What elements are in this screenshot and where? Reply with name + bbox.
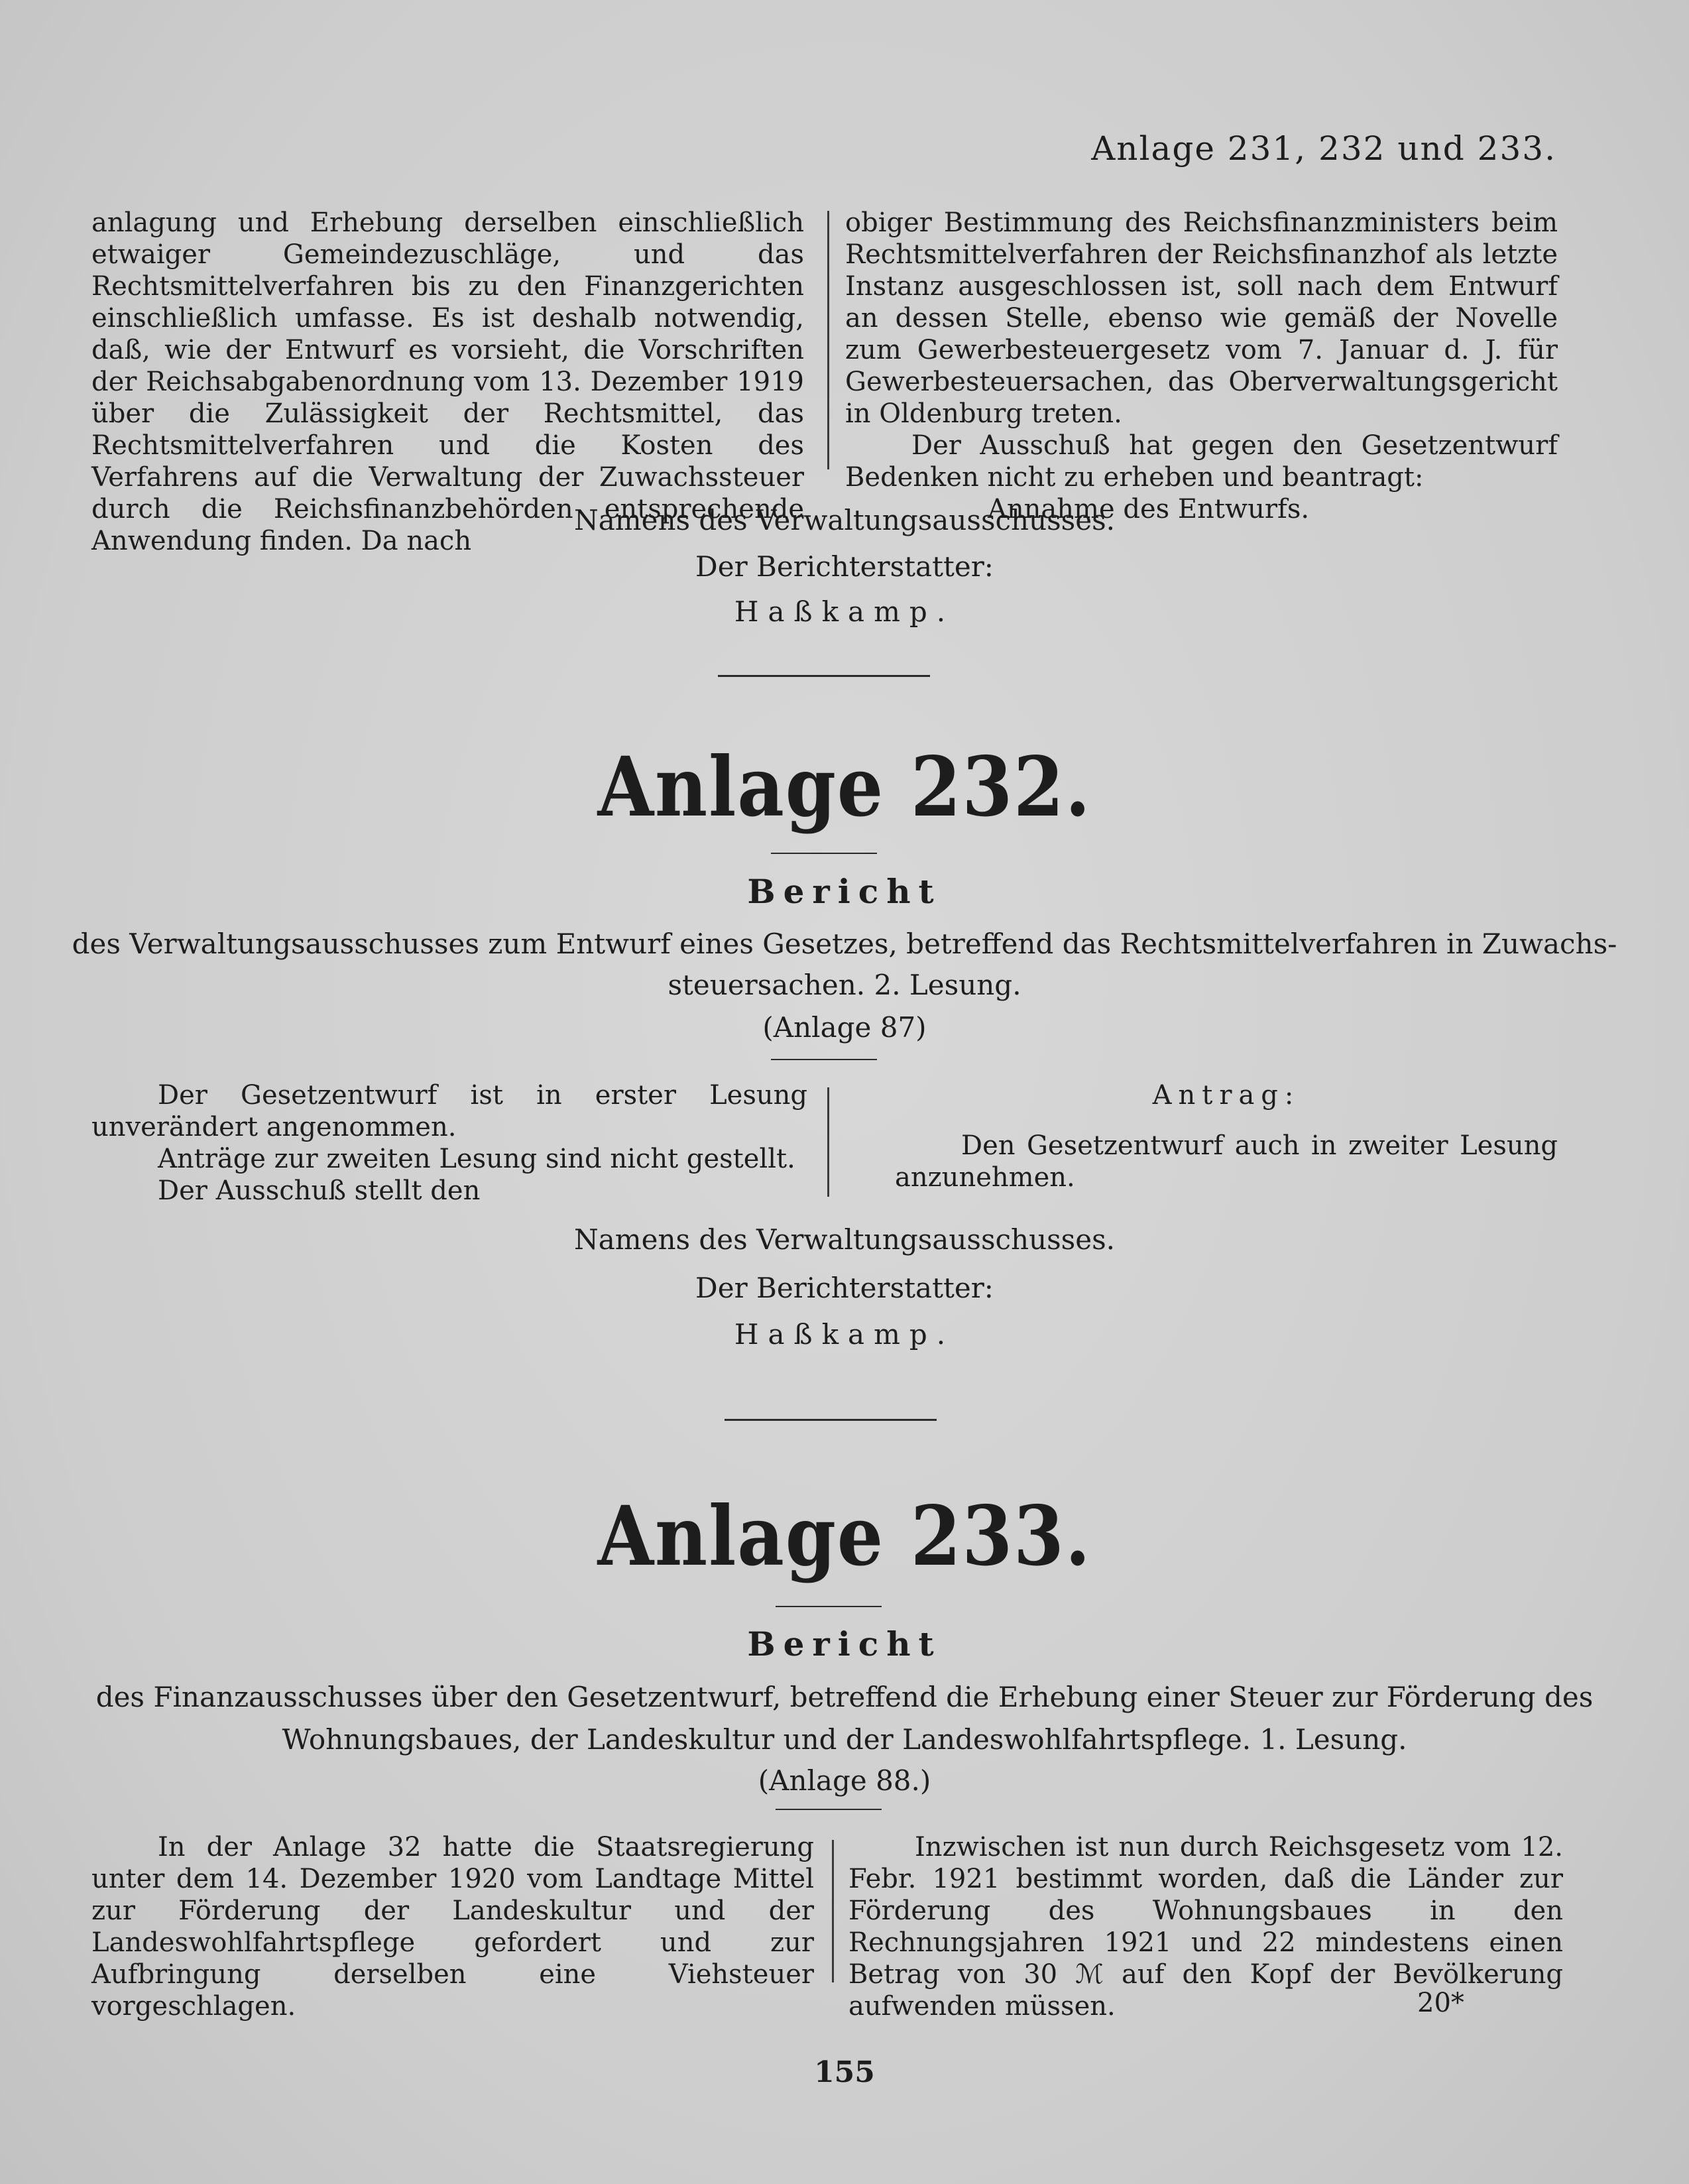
anlage233-left-column bbox=[91, 1831, 814, 2022]
anlage232-sig-role: Der Berichterstatter: bbox=[695, 1272, 994, 1304]
anlage231-sig-role: Der Berichterstatter: bbox=[695, 550, 994, 583]
running-head: Anlage 231, 232 und 233. bbox=[1091, 129, 1556, 168]
section-separator bbox=[718, 675, 930, 677]
anlage233-subtitle-1: des Finanzausschusses über den Gesetzentwurf, betreffend die Erhebung einer Steuer zur Förderung des bbox=[95, 1681, 1594, 1713]
anlage233-reference: (Anlage 88.) bbox=[758, 1764, 931, 1797]
anlage231-sig-name: Haßkamp. bbox=[734, 595, 955, 628]
anlage233-right-text: Inzwischen ist nun durch Reichsgesetz vom 12. Febr. 1921 bestimmt worden, daß die Länder zur Förderung des Wohnungsbaues in den Rechnungsjahren 1921 und 22 mindestens einen Betrag von 30 ℳ auf den Kopf der Bevölkerung aufwenden müssen. bbox=[848, 1832, 1563, 2022]
anlage232-left-text-2: Anträge zur zweiten Lesung sind nicht gestellt. bbox=[158, 1144, 795, 1174]
anlage233-subtitle-2: Wohnungsbaues, der Landeskultur und der Landeswohlfahrtspflege. 1. Lesung. bbox=[282, 1723, 1407, 1756]
title-rule bbox=[771, 853, 877, 854]
anlage233-heading: Bericht bbox=[747, 1624, 942, 1664]
section-separator bbox=[725, 1419, 937, 1421]
column-divider bbox=[827, 211, 829, 469]
anlage232-left-text-1: Der Gesetzentwurf ist in erster Lesung unverändert angenommen. bbox=[91, 1080, 807, 1142]
anlage231-left-text: anlagung und Erhebung derselben einschließlich etwaiger Gemeindezuschläge, und das Rechtsmittelverfahren bis zu den Finanzgerichten einschließlich umfasse. Es ist deshalb notwendig, daß, wie der Entwurf es vorsieht, die Vorschriften der Reichsabgabenordnung vom 13. Dezember 1919 über die Zulässigkeit der Rechtsmittel, das Rechtsmittelverfahren und die Kosten des Verfahrens auf die Verwaltung der Zuwachssteuer durch die Reichsfinanzbehörden entsprechende Anwendung finden. Da nach bbox=[91, 208, 804, 556]
anlage231-right-text-2: Der Ausschuß hat gegen den Gesetzentwurf Bedenken nicht zu erheben und beantragt: bbox=[845, 430, 1558, 493]
anlage232-antrag-text: Den Gesetzentwurf auch in zweiter Lesung anzunehmen. bbox=[895, 1130, 1558, 1193]
anlage233-left-text: In der Anlage 32 hatte die Staatsregierung unter dem 14. Dezember 1920 vom Landtage Mittel zur Förderung der Landeskultur und der Landeswohlfahrtspflege gefordert und zur Aufbringung derselben eine Viehsteuer vorgeschlagen. bbox=[91, 1832, 814, 2022]
column-divider bbox=[827, 1087, 829, 1197]
anlage232-subtitle-1: des Verwaltungsausschusses zum Entwurf eines Gesetzes, betreffend das Rechtsmittelverfahren in Zuwachs- bbox=[72, 928, 1617, 960]
anlage233-title: Anlage 233. bbox=[597, 1488, 1092, 1585]
anlage232-subtitle-2: steuersachen. 2. Lesung. bbox=[668, 969, 1021, 1001]
anlage232-sig-committee: Namens des Verwaltungsausschusses. bbox=[573, 1223, 1115, 1256]
anlage232-title: Anlage 232. bbox=[597, 739, 1092, 835]
anlage232-reference: (Anlage 87) bbox=[762, 1011, 927, 1044]
signature-mark: 20* bbox=[1417, 1988, 1464, 2018]
anlage232-left-text-3: Der Ausschuß stellt den bbox=[158, 1176, 481, 1206]
anlage232-left-column bbox=[91, 1079, 807, 1207]
anlage232-antrag-heading: Antrag: bbox=[1152, 1080, 1301, 1111]
anlage232-sig-name: Haßkamp. bbox=[734, 1318, 955, 1351]
anlage231-sig-committee: Namens des Verwaltungsausschusses. bbox=[573, 504, 1115, 536]
anlage232-heading: Bericht bbox=[747, 872, 942, 911]
subtitle-rule bbox=[776, 1809, 882, 1810]
column-divider bbox=[832, 1840, 834, 1982]
anlage232-right-column bbox=[895, 1079, 1558, 1193]
anlage231-right-text-1: obiger Bestimmung des Reichsfinanzministers beim Rechtsmittelverfahren der Reichsfinanzhof als letzte Instanz ausgeschlossen ist, soll nach dem Entwurf an dessen Stelle, ebenso wie gemäß der Novelle zum Gewerbesteuergesetz vom 7. Januar d. J. für Gewerbesteuersachen, das Oberverwaltungsgericht in Oldenburg treten. bbox=[845, 208, 1558, 429]
title-rule bbox=[776, 1606, 882, 1607]
subtitle-rule bbox=[771, 1059, 877, 1060]
anlage231-motion: Annahme des Entwurfs. bbox=[988, 494, 1310, 524]
page-number: 155 bbox=[814, 2055, 875, 2089]
anlage231-right-column bbox=[845, 207, 1558, 525]
